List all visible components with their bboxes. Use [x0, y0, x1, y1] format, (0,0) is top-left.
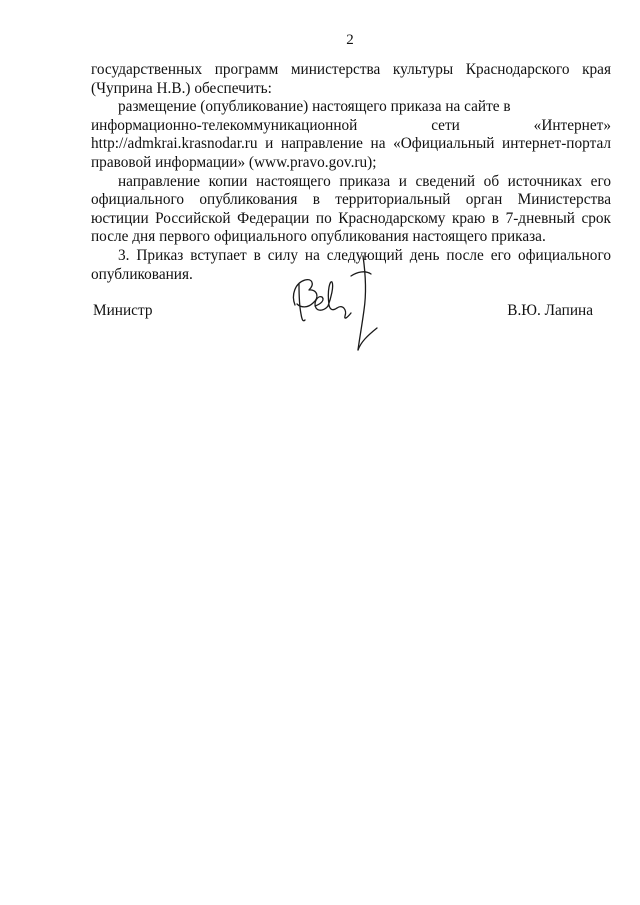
paragraph-publication-line2: информационно-телекоммуникационной сети «Интернет»: [91, 116, 611, 134]
signer-title: Министр: [93, 302, 153, 319]
paragraph-publication-line1: размещение (опубликование) настоящего приказа на сайте в: [118, 98, 511, 116]
paragraph-publication-continued: [91, 117, 611, 173]
paragraph-publication-rest: http://admkrai.krasnodar.ru и направление на «Официальный интернет-портал правовой информации» (www.pravo.gov.ru);: [91, 135, 611, 171]
paragraph-publication: [91, 98, 611, 117]
page-number: 2: [346, 32, 354, 48]
paragraph-intro: государственных программ министерства культуры Краснодарского края (Чуприна Н.В.) обеспечить:: [91, 61, 611, 97]
signer-name: В.Ю. Лапина: [507, 302, 593, 319]
signature-block: [93, 302, 593, 322]
paragraph-effective-date: 3. Приказ вступает в силу на следующий день после его официального опубликования.: [91, 246, 611, 283]
paragraph-ministry-of-justice: направление копии настоящего приказа и сведений об источниках его официального опубликования в территориальный орган Министерства юстиции Российской Федерации по Краснодарскому краю в 7-дневный срок после дня первого официального опубликования настоящего приказа.: [91, 172, 611, 246]
